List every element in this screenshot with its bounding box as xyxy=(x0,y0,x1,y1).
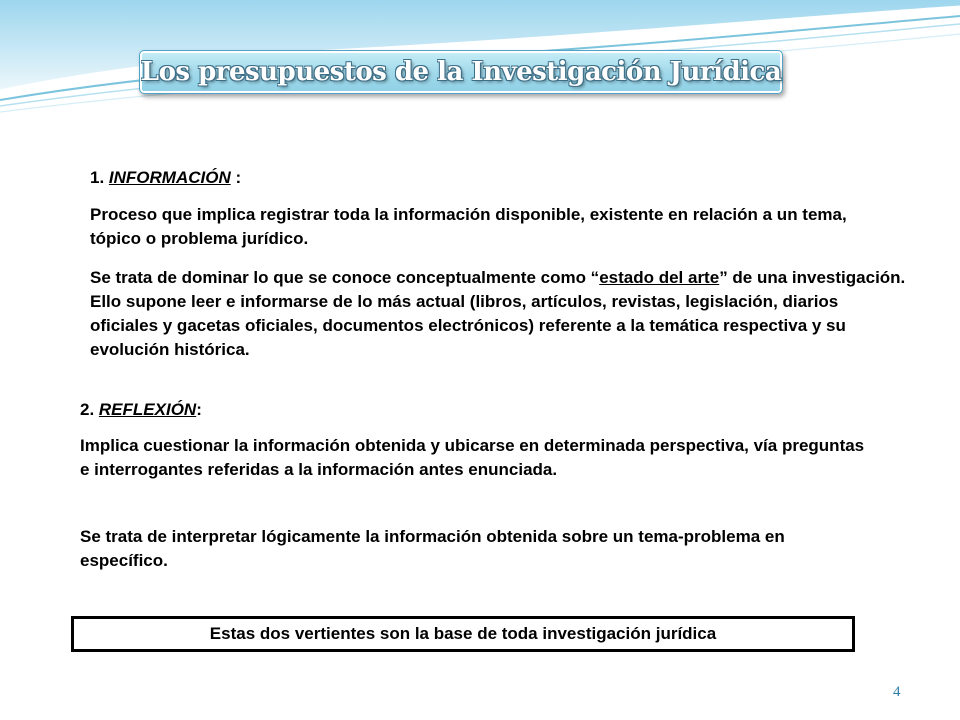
section2-heading xyxy=(80,398,202,422)
section2-heading-suffix: : xyxy=(196,400,202,419)
section2-paragraph-1: Implica cuestionar la información obtenida y ubicarse en determinada perspectiva, vía preguntas e interrogantes referidas a la información antes enunciada. xyxy=(80,436,865,479)
section1-paragraph-1: Proceso que implica registrar toda la información disponible, existente en relación a un tema, tópico o problema jurídico. xyxy=(90,205,847,248)
section1-heading-suffix: : xyxy=(230,168,242,187)
section1-para2-highlight: estado del arte xyxy=(599,268,720,287)
section2-heading-text: REFLEXIÓN xyxy=(98,400,197,419)
section2-number: 2. xyxy=(80,400,99,419)
section1-heading xyxy=(90,166,241,190)
section2-paragraph-2: Se trata de interpretar lógicamente la información obtenida sobre un tema-problema en específico. xyxy=(80,527,785,570)
section1-paragraph-2 xyxy=(90,266,908,362)
section1-para2-before: Se trata de dominar lo que se conoce conceptualmente como “ xyxy=(90,268,600,287)
conclusion-text: Estas dos vertientes son la base de toda investigación jurídica xyxy=(209,624,717,643)
slide-title: Los presupuestos de la Investigación Jurídica xyxy=(140,57,782,87)
section1-number: 1. xyxy=(90,168,109,187)
section1-para2-after: ” de una investigación. Ello supone leer e informarse de lo más actual (libros, artículos, revistas, legislación, diarios oficiales y gacetas oficiales, documentos electrónicos) referente a la temática respectiva y su evolución histórica. xyxy=(90,268,906,359)
slide-title-box xyxy=(139,50,783,94)
conclusion-box xyxy=(71,616,855,652)
section1-heading-text: INFORMACIÓN xyxy=(108,168,231,187)
page-number: 4 xyxy=(893,684,901,700)
